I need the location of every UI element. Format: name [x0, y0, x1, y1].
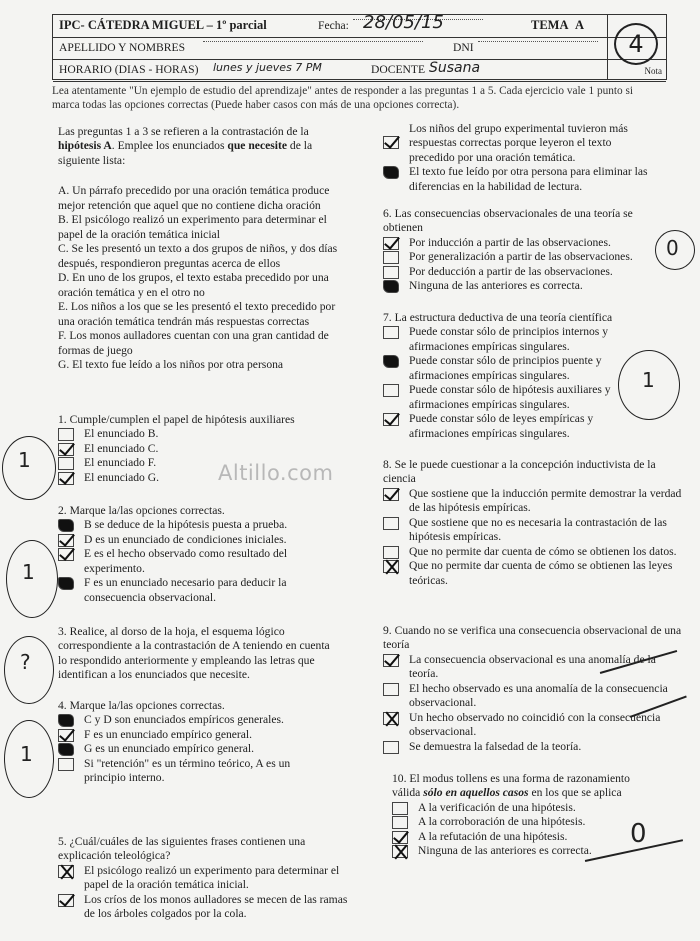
instructions: Lea atentamente "Un ejemplo de estudio del aprendizaje" antes de responder a las preguntas 1 a 5. Cada ejercicio vale 1 punto si marca todas las opciones correctas (Puede haber casos con más de una opciones correcta).	[52, 85, 634, 112]
question-7	[383, 311, 653, 441]
question-title: 7. La estructura deductiva de una teoría científica	[383, 311, 613, 324]
answer-checkbox[interactable]	[58, 548, 74, 561]
exam-header	[52, 14, 667, 80]
score-q3: ?	[20, 650, 31, 674]
question-4	[58, 699, 328, 786]
option[interactable]: Por generalización a partir de las observaciones.	[383, 250, 673, 264]
answer-checkbox[interactable]	[383, 560, 399, 573]
answer-checkbox[interactable]	[58, 428, 74, 441]
list-item: A. Un párrafo precedido por una oración temática produce mejor retención que aquel que no contiene dicha oración	[58, 184, 330, 212]
option[interactable]: El texto fue leído por otra persona para eliminar las diferencias en la habilidad de lectura.	[383, 165, 653, 194]
answer-checkbox[interactable]	[392, 831, 408, 844]
option[interactable]: G es un enunciado empírico general.	[58, 742, 328, 756]
option[interactable]: Ninguna de las anteriores es correcta.	[383, 279, 673, 293]
option[interactable]: Que no permite dar cuenta de cómo se obtienen las leyes teóricas.	[383, 559, 683, 588]
answer-checkbox[interactable]	[58, 758, 74, 771]
answer-checkbox[interactable]	[383, 517, 399, 530]
option[interactable]: D es un enunciado de condiciones iniciales.	[58, 533, 310, 547]
option[interactable]: El enunciado G.	[58, 471, 344, 485]
list-item: B. El psicólogo realizó un experimento para determinar el papel de la oración temática inicial	[58, 213, 327, 241]
question-title: 8. Se le puede cuestionar a la concepción inductivista de la ciencia	[383, 458, 656, 486]
question-title: 2. Marque la/las opciones correctas.	[58, 504, 225, 517]
option[interactable]: Por deducción a partir de las observaciones.	[383, 265, 673, 279]
option[interactable]: La consecuencia observacional es una anomalía de la teoría.	[383, 653, 683, 682]
option[interactable]: Que sostiene que no es necesaria la contrastación de las hipótesis empíricas.	[383, 516, 683, 545]
question-title: 4. Marque la/las opciones correctas.	[58, 699, 225, 712]
option[interactable]: A la refutación de una hipótesis.	[392, 830, 692, 844]
dni-field	[478, 41, 598, 42]
list-item: D. En uno de los grupos, el texto estaba precedido por una oración temática y en el otro no	[58, 271, 329, 299]
option[interactable]: B se deduce de la hipótesis puesta a prueba.	[58, 518, 310, 532]
answer-checkbox[interactable]	[58, 729, 74, 742]
answer-checkbox[interactable]	[383, 741, 399, 754]
left-column: Las preguntas 1 a 3 se refieren a la contrastación de la hipótesis A. Emplee los enunciados que necesite de la siguiente lista: A. Un párrafo precedido por una oración temática produce mejor retención que aquel que no contiene dicha oración B. El psicólogo realizó un experimento para determinar el papel de la oración temática inicial C. Se les presentó un texto a dos grupos de niños, y dos días después, respondieron preguntas acerca de ellos D. En uno de los grupos, el texto estaba precedido por una oración temática y en el otro no E. Los niños a los que se les presentó el texto precedido por una oración temática tendrán más respuestas correctas F. Los monos aulladores cuentan con una gran cantidad de formas de juego G. El texto fue leído a los niños por otra persona	[58, 125, 344, 373]
apellido-field	[203, 41, 423, 42]
answer-checkbox[interactable]	[58, 534, 74, 547]
answer-checkbox[interactable]	[58, 743, 74, 756]
question-title: 3. Realice, al dorso de la hoja, el esquema lógico correspondiente a la contrastación de A teniendo en cuenta lo respondido anteriormente y empleando las letras que identifican a los enunciados que necesite.	[58, 625, 330, 682]
list-item: E. Los niños a los que se les presentó el texto precedido por una oración temática tendrán más respuestas correctas	[58, 300, 336, 328]
option[interactable]: Por inducción a partir de las observaciones.	[383, 236, 673, 250]
option[interactable]: Se demuestra la falsedad de la teoría.	[383, 740, 683, 754]
option[interactable]: Que sostiene que la inducción permite demostrar la verdad de las hipótesis empíricas.	[383, 487, 683, 516]
answer-checkbox[interactable]	[58, 714, 74, 727]
option[interactable]: El hecho observado es una anomalía de la consecuencia observacional.	[383, 682, 683, 711]
question-title: 5. ¿Cuál/cuáles de las siguientes frases contienen una explicación teleológica?	[58, 835, 306, 863]
answer-checkbox[interactable]	[392, 816, 408, 829]
tema-value: A	[575, 18, 585, 32]
answer-checkbox[interactable]	[383, 251, 399, 264]
option[interactable]: Puede constar sólo de principios puente y afirmaciones empíricas singulares.	[383, 354, 653, 383]
question-8	[383, 458, 683, 588]
dni-label: DNI	[453, 41, 474, 54]
question-9	[383, 624, 683, 754]
answer-checkbox[interactable]	[383, 166, 399, 179]
question-5-continued	[383, 122, 653, 194]
option[interactable]: Un hecho observado no coincidió con la consecuencia observacional.	[383, 711, 683, 740]
option[interactable]: El enunciado B.	[58, 427, 344, 441]
answer-checkbox[interactable]	[383, 488, 399, 501]
question-10: 10. El modus tollens es una forma de razonamiento válida sólo en aquellos casos en los que se aplica A la verificación de una hipótesis. A la corroboración de una hipótesis. A la refutación de una hipótesis. Ninguna de las anteriores es correcta.	[392, 772, 692, 859]
option[interactable]: Si "retención" es un término teórico, A es un principio interno.	[58, 757, 328, 786]
answer-checkbox[interactable]	[383, 355, 399, 368]
answer-checkbox[interactable]	[383, 326, 399, 339]
fecha-label: Fecha:	[318, 19, 349, 32]
score-q6: 0	[666, 236, 679, 260]
question-5	[58, 835, 348, 922]
option[interactable]: Los niños del grupo experimental tuvieron más respuestas correctas porque leyeron el texto precedido por una oración temática.	[383, 122, 653, 165]
answer-checkbox[interactable]	[58, 443, 74, 456]
answer-checkbox[interactable]	[383, 683, 399, 696]
question-title: 6. Las consecuencias observacionales de una teoría se obtienen	[383, 207, 633, 235]
docente-label: DOCENTE	[371, 63, 426, 76]
option[interactable]: Ninguna de las anteriores es correcta.	[392, 844, 692, 858]
option[interactable]: Puede constar sólo de principios internos y afirmaciones empíricas singulares.	[383, 325, 653, 354]
horario-label: HORARIO (DIAS - HORAS)	[59, 63, 199, 76]
answer-checkbox[interactable]	[58, 865, 74, 878]
answer-checkbox[interactable]	[392, 802, 408, 815]
answer-checkbox[interactable]	[383, 712, 399, 725]
score-q10: 0	[630, 819, 647, 849]
option[interactable]: E es el hecho observado como resultado del experimento.	[58, 547, 310, 576]
answer-checkbox[interactable]	[383, 654, 399, 667]
answer-checkbox[interactable]	[383, 280, 399, 293]
question-title: 1. Cumple/cumplen el papel de hipótesis auxiliares	[58, 413, 295, 426]
option[interactable]: A la verificación de una hipótesis.	[392, 801, 692, 815]
answer-checkbox[interactable]	[383, 384, 399, 397]
option[interactable]: F es un enunciado empírico general.	[58, 728, 328, 742]
lead-text: Las preguntas 1 a 3 se refieren a la contrastación de la	[58, 125, 309, 138]
question-title: 9. Cuando no se verifica una consecuencia observacional de una teoría	[383, 624, 682, 652]
list-item: F. Los monos aulladores cuentan con una gran cantidad de formas de juego	[58, 329, 329, 357]
score-q4: 1	[20, 742, 33, 766]
horario-value: lunes y jueves 7 PM	[213, 61, 322, 74]
question-2	[58, 504, 310, 605]
answer-checkbox[interactable]	[392, 845, 408, 858]
list-item: C. Se les presentó un texto a dos grupos de niños, y dos días después, respondieron preguntas acerca de ellos	[58, 242, 338, 270]
option[interactable]: El enunciado F.	[58, 456, 344, 470]
score-q7: 1	[642, 368, 655, 392]
option[interactable]: El enunciado C.	[58, 442, 344, 456]
question-3	[58, 625, 338, 683]
option[interactable]: C y D son enunciados empíricos generales.	[58, 713, 328, 727]
option[interactable]: Que no permite dar cuenta de cómo se obtienen los datos.	[383, 545, 683, 559]
answer-checkbox[interactable]	[58, 894, 74, 907]
option[interactable]: Puede constar sólo de hipótesis auxiliares y afirmaciones empíricas singulares.	[383, 383, 653, 412]
tema-label: TEMA	[531, 18, 569, 32]
answer-checkbox[interactable]	[58, 577, 74, 590]
apellido-label: APELLIDO Y NOMBRES	[59, 41, 186, 54]
option[interactable]: F es un enunciado necesario para deducir la consecuencia observacional.	[58, 576, 310, 605]
answer-checkbox[interactable]	[383, 546, 399, 559]
score-q1: 1	[18, 448, 31, 472]
option[interactable]: A la corroboración de una hipótesis.	[392, 815, 692, 829]
option[interactable]: Puede constar sólo de leyes empíricas y afirmaciones empíricas singulares.	[383, 412, 653, 441]
answer-checkbox[interactable]	[383, 136, 399, 149]
grade-value: 4	[614, 23, 658, 65]
answer-checkbox[interactable]	[58, 519, 74, 532]
answer-checkbox[interactable]	[58, 457, 74, 470]
list-item: G. El texto fue leído a los niños por otra persona	[58, 358, 284, 372]
exam-title: IPC- CÁTEDRA MIGUEL – 1º parcial	[59, 18, 267, 32]
score-q2: 1	[22, 560, 35, 584]
fecha-value: 28/05/15	[363, 12, 444, 33]
question-6	[383, 207, 673, 294]
answer-checkbox[interactable]	[58, 472, 74, 485]
answer-checkbox[interactable]	[383, 237, 399, 250]
option[interactable]: Los críos de los monos aulladores se mecen de las ramas de los árboles colgados por la cola.	[58, 893, 348, 922]
watermark: Altillo.com	[218, 461, 334, 485]
docente-value: Susana	[429, 60, 481, 76]
answer-checkbox[interactable]	[383, 413, 399, 426]
option[interactable]: El psicólogo realizó un experimento para determinar el papel de la oración temática inicial.	[58, 864, 348, 893]
nota-label: Nota	[644, 65, 662, 76]
answer-checkbox[interactable]	[383, 266, 399, 279]
grade-box	[607, 15, 666, 79]
question-title: 10. El modus tollens es una forma de razonamiento	[392, 772, 630, 785]
